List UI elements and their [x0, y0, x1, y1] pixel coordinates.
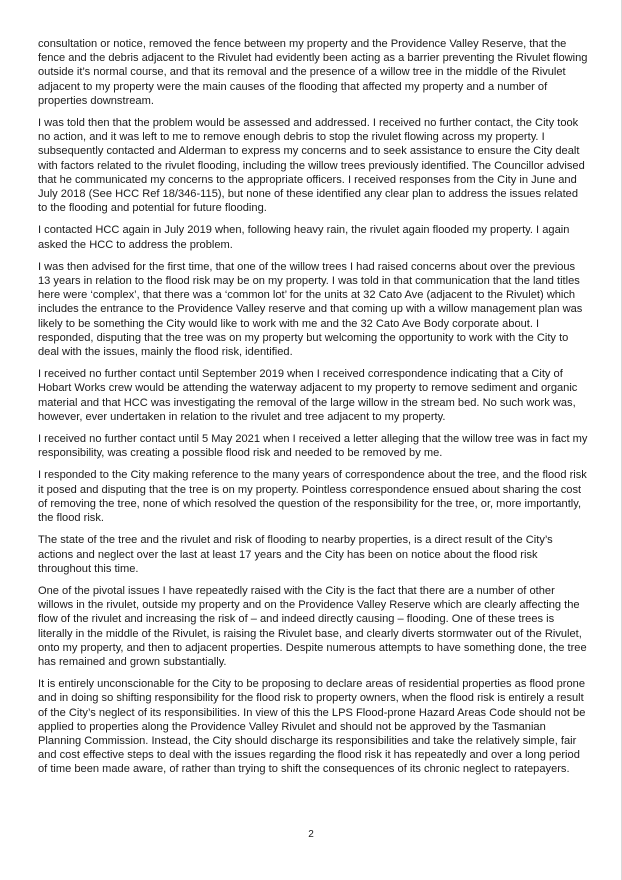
paragraph-6: I received no further contact until 5 May 2021 when I received a letter alleging that the willow tree was in fact my responsibility, was creating a possible flood risk and needed to be removed by me.: [38, 433, 588, 460]
paragraph-9: One of the pivotal issues I have repeatedly raised with the City is the fact that there are a number of other willows in the rivulet, outside my property and on the Providence Valley Reserve which are clearly affecting the flow of the rivulet and increasing the risk of – and indeed directly causing – flooding. One of these trees is literally in the middle of the Rivulet, is raising the Rivulet base, and clearly diverts stormwater out of the Rivulet, onto my property, and then to adjacent properties. Despite numerous attempts to have something done, the tree has remained and grown substantially.: [38, 584, 587, 668]
paragraph-8: The state of the tree and the rivulet and risk of flooding to nearby properties, is a direct result of the City’s actions and neglect over the last at least 17 years and the City has been on notice about the flood risk throughout this time.: [38, 534, 553, 575]
paragraph-10: It is entirely unconscionable for the City to be proposing to declare areas of residential properties as flood prone and in doing so shifting responsibility for the flood risk to property owners, when the flood risk is entirely a result of the City’s neglect of its responsibilities. In view of this the LPS Flood-prone Hazard Areas Code should not be applied to properties along the Providence Valley Rivulet and should not be approved by the Tasmanian Planning Commission. Instead, the City should discharge its responsibilities and take the relatively simple, fair and cost effective steps to deal with the issues regarding the flood risk it has repeatedly and over a long period of time been made aware, of rather than trying to shift the consequences of its chronic neglect to ratepayers.: [38, 678, 586, 776]
page-number: 2: [308, 829, 314, 840]
paragraph-5: I received no further contact until September 2019 when I received correspondence indicating that a City of Hobart Works crew would be attending the waterway adjacent to my property to remove sediment and organic material and that HCC was investigating the removal of the large willow in the stream bed. No such work was, however, ever undertaken in relation to the rivulet and tree adjacent to my property.: [38, 368, 578, 423]
document-body: [38, 37, 588, 785]
paragraph-1: consultation or notice, removed the fence between my property and the Providence Valley Reserve, that the fence and the debris adjacent to the Rivulet had evidently been acting as a barrier preventing the Rivulet flowing outside it’s normal course, and that its removal and the presence of a willow tree in the middle of the Rivulet adjacent to my property were the main causes of the flooding that affected my property and a number of properties downstream.: [38, 38, 588, 107]
paragraph-4: I was then advised for the first time, that one of the willow trees I had raised concerns about over the previous 13 years in relation to the flood risk may be on my property. I was told in that communication that the land titles here were ‘complex’, that there was a ‘common lot’ for the units at 32 Cato Ave (adjacent to the Rivulet) which includes the entrance to the Providence Valley reserve and that coming up with a willow management plan was likely to be something the City would like to work with me and the 32 Cato Ave Body corporate about. I responded, disputing that the tree was on my property but welcoming the opportunity to work with the City to deal with the issues, mainly the flood risk, identified.: [38, 260, 583, 359]
paragraph-3: I contacted HCC again in July 2019 when, following heavy rain, the rivulet again flooded my property. I again asked the HCC to address the problem.: [38, 224, 570, 251]
paragraph-2: I was told then that the problem would be assessed and addressed. I received no further contact, the City took no action, and it was left to me to remove enough debris to stop the rivulet flowing across my property. I subsequently contacted and Alderman to express my concerns and to seek assistance to ensure the City dealt with factors related to the rivulet flooding, including the willow trees previously identified. The Councillor advised that he communicated my concerns to the appropriate officers. I received responses from the City in June and July 2018 (See HCC Ref 18/346-115), but none of these identified any clear plan to address the issues related to the flooding and potential for future flooding.: [38, 117, 585, 215]
paragraph-7: I responded to the City making reference to the many years of correspondence about the tree, and the flood risk it posed and disputing that the tree is on my property. Pointless correspondence ensued about sharing the cost of removing the tree, none of which resolved the question of the responsibility for the tree, or, more importantly, the flood risk.: [38, 469, 587, 525]
